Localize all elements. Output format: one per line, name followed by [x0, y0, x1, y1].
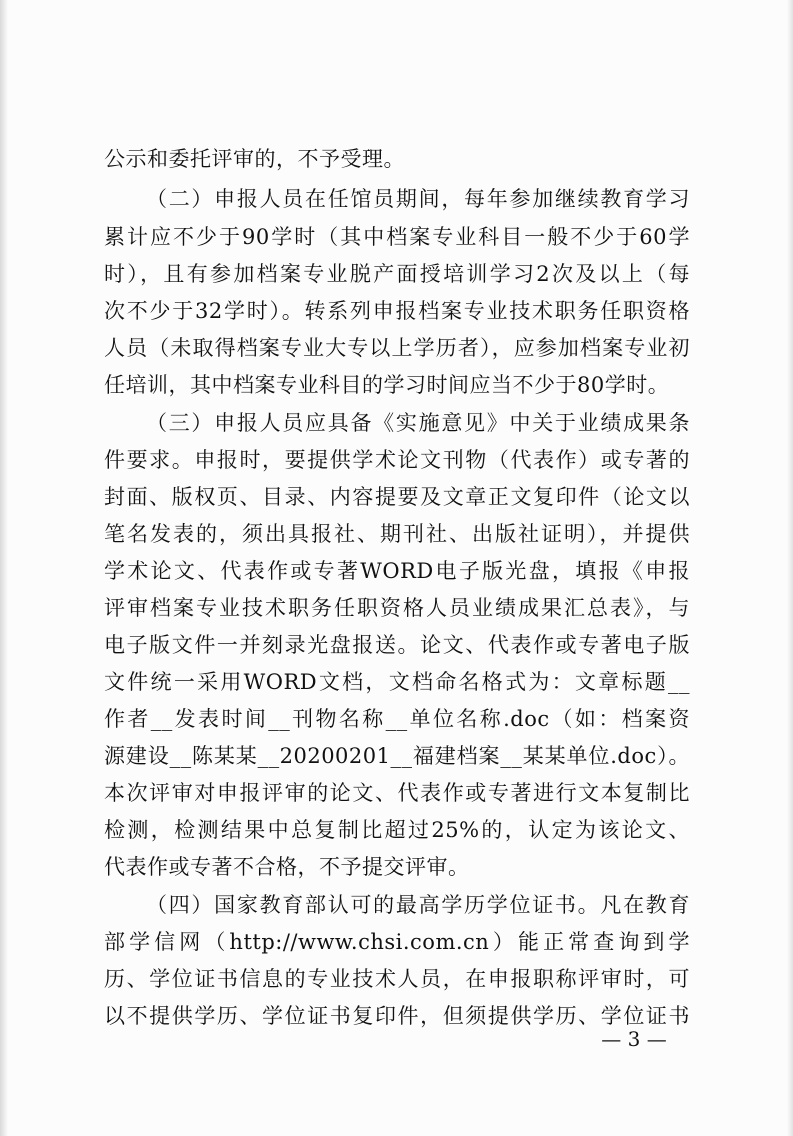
text-line-8: （三）申报人员应具备《实施意见》中关于业绩成果条 [146, 411, 690, 435]
text-line-10: 封面、版权页、目录、内容提要及文章正文复印件（论文以 [104, 485, 690, 509]
text-line-18: 本次评审对申报评审的论文、代表作或专著进行文本复制比 [104, 781, 690, 805]
text-line-14: 电子版文件一并刻录光盘报送。论文、代表作或专著电子版 [104, 633, 690, 657]
text-line-11: 笔名发表的，须出具报社、期刊社、出版社证明），并提供 [104, 522, 690, 546]
text-line-13: 评审档案专业技术职务任职资格人员业绩成果汇总表》，与 [104, 596, 690, 620]
text-line-17: 源建设__陈某某__20200201__福建档案__某某单位.doc）。 [104, 744, 690, 768]
text-line-6: 人员（未取得档案专业大专以上学历者），应参加档案专业初 [104, 336, 690, 360]
scan-edge-right [787, 0, 793, 1136]
text-line-2: （二）申报人员在任馆员期间，每年参加继续教育学习 [146, 187, 690, 211]
text-line-12: 学术论文、代表作或专著WORD电子版光盘，填报《申报 [104, 559, 690, 583]
text-line-5: 次不少于32学时）。转系列申报档案专业技术职务任职资格 [104, 299, 690, 323]
text-line-24: 以不提供学历、学位证书复印件，但须提供学历、学位证书 [104, 1004, 690, 1028]
text-line-4: 时），且有参加档案专业脱产面授培训学习2次及以上（每 [104, 262, 690, 286]
text-line-19: 检测，检测结果中总复制比超过25%的，认定为该论文、 [104, 818, 690, 842]
text-line-7: 任培训，其中档案专业科目的学习时间应当不少于80学时。 [104, 373, 670, 397]
text-line-15: 文件统一采用WORD文档，文档命名格式为：文章标题__ [104, 670, 690, 694]
text-line-21: （四）国家教育部认可的最高学历学位证书。凡在教育 [146, 893, 690, 917]
text-line-23: 历、学位证书信息的专业技术人员，在申报职称评审时，可 [104, 967, 690, 991]
text-line-16: 作者__发表时间__刊物名称__单位名称.doc（如：档案资 [104, 707, 690, 731]
text-line-1: 公示和委托评审的，不予受理。 [104, 147, 405, 171]
page-number: — 3 — [601, 1027, 667, 1051]
scan-edge-left [0, 0, 8, 1136]
text-line-9: 件要求。申报时，要提供学术论文刊物（代表作）或专著的 [104, 448, 690, 472]
text-line-3: 累计应不少于90学时（其中档案专业科目一般不少于60学 [104, 225, 690, 249]
text-line-20: 代表作或专著不合格，不予提交评审。 [104, 855, 470, 879]
text-line-22: 部学信网（http://www.chsi.com.cn）能正常查询到学 [104, 930, 690, 954]
